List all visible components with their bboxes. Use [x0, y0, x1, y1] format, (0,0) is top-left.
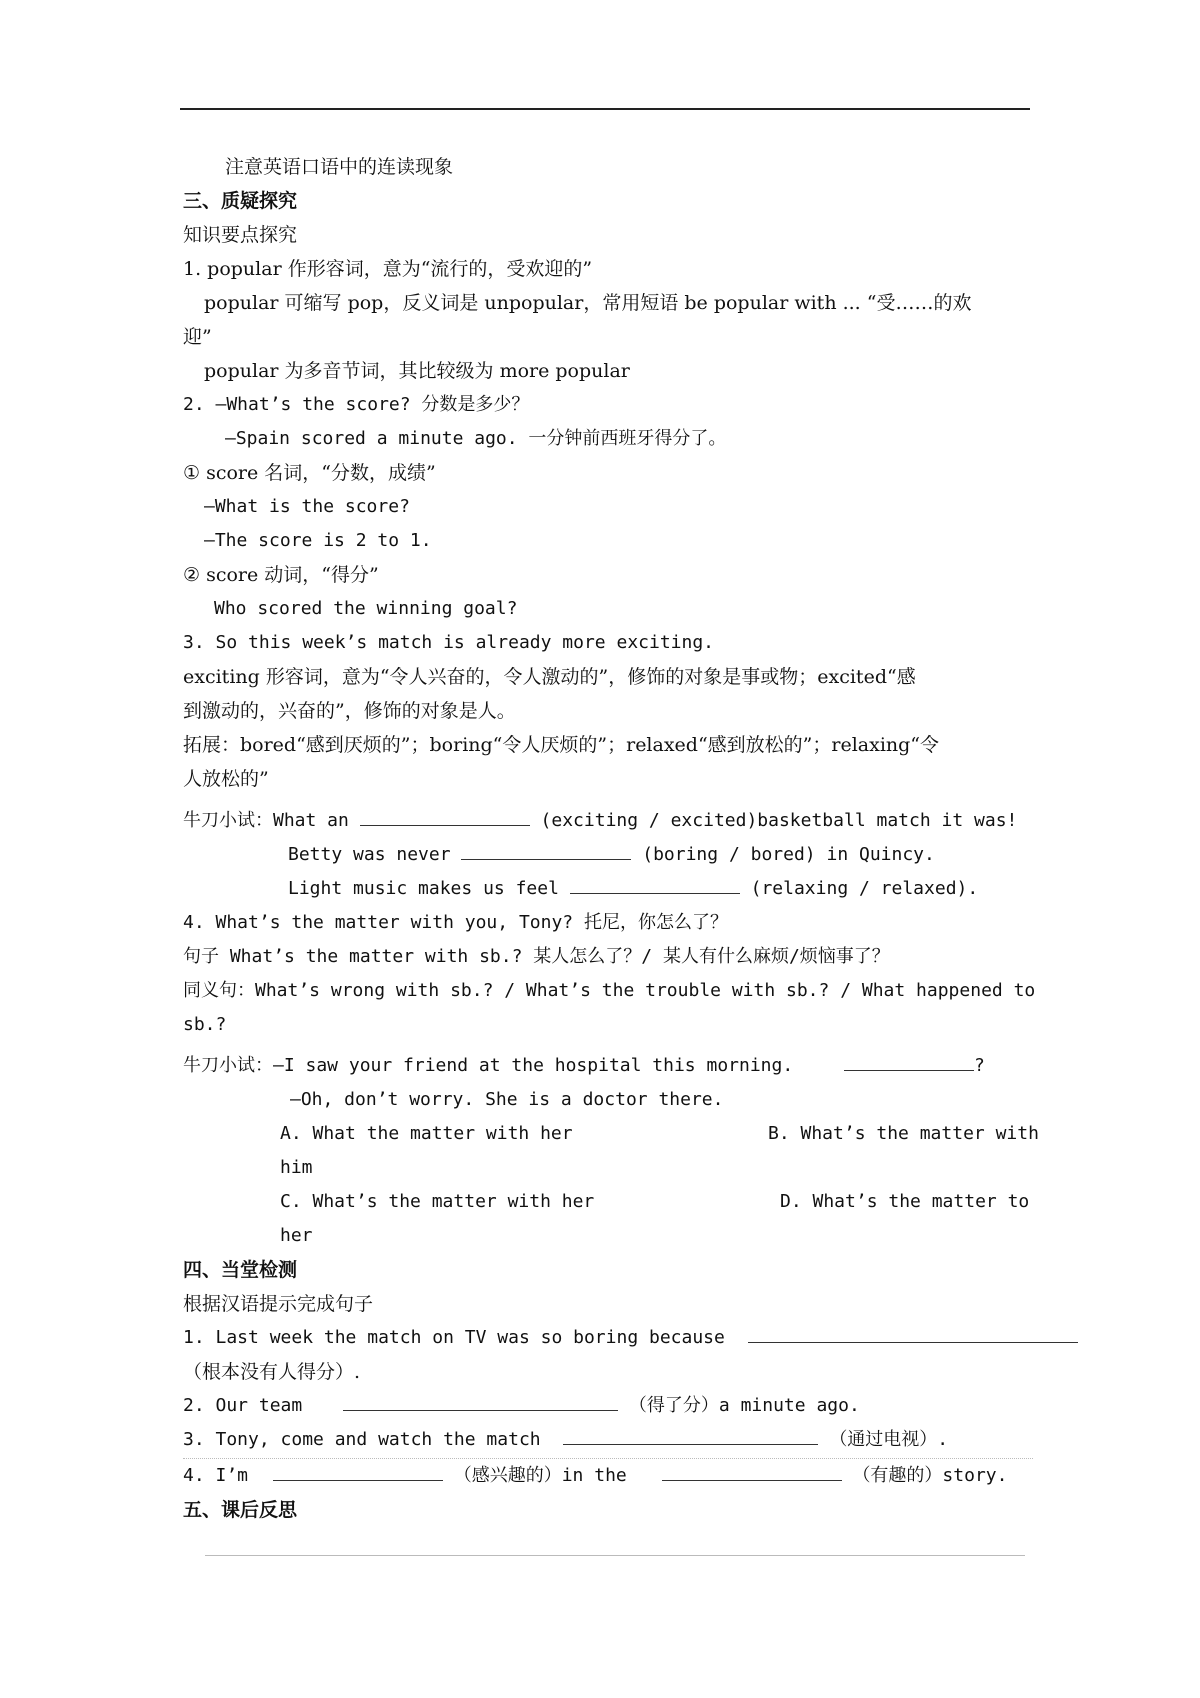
task2-lead: 2. Our team	[183, 1395, 303, 1416]
point2-answer: —Spain scored a minute ago. 一分钟前西班牙得分了。	[225, 428, 727, 449]
option-b-cont: him	[280, 1157, 313, 1178]
point4-synonyms-cont: sb.?	[183, 1014, 227, 1035]
try1-q1-blank[interactable]	[360, 805, 530, 826]
section3-subtitle: 知识要点探究	[183, 224, 298, 246]
section5-title: 五、课后反思	[183, 1499, 298, 1521]
task4-lead: 4. I’m	[183, 1465, 249, 1486]
point2: 2. —What’s the score? 分数是多少？	[183, 394, 530, 415]
intro-note: 注意英语口语中的连读现象	[225, 156, 454, 178]
point1-detail-cont: 迎”	[183, 326, 212, 348]
task3-tail: （通过电视）.	[829, 1429, 949, 1450]
task3-blank[interactable]	[563, 1424, 818, 1445]
point3-extension-cont: 人放松的”	[183, 768, 269, 790]
task4-tail: （有趣的）story.	[852, 1465, 1008, 1486]
task1-hint: （根本没有人得分）.	[183, 1361, 361, 1383]
point3: 3. So this week’s match is already more exciting.	[183, 632, 715, 653]
try1-q3	[288, 872, 1138, 906]
header-rule	[180, 108, 1030, 110]
try1-q1-lead: What an	[273, 810, 349, 831]
point4-pattern: 句子 What’s the matter with sb.? 某人怎么了？/ 某人有什么麻烦/烦恼事了？	[183, 946, 890, 967]
reflection-line[interactable]	[205, 1555, 1025, 1556]
try1-q2-lead: Betty was never	[288, 844, 451, 865]
try1-q1-tail: (exciting / excited)basketball match it was!	[540, 810, 1018, 831]
score-verb: ② score 动词，“得分”	[183, 564, 379, 586]
score-noun: ① score 名词，“分数，成绩”	[183, 462, 436, 484]
section3-title: 三、质疑探究	[183, 190, 298, 212]
task4-blank-1[interactable]	[273, 1460, 443, 1481]
try2-reply: —Oh, don’t worry. She is a doctor there.	[290, 1089, 724, 1110]
try1-q3-lead: Light music makes us feel	[288, 878, 559, 899]
try2-blank[interactable]	[844, 1050, 974, 1071]
task4	[183, 1459, 1033, 1493]
try1-q2-tail: (boring / bored) in Quincy.	[642, 844, 935, 865]
score-noun-a: —The score is 2 to 1.	[204, 530, 432, 551]
task1-blank[interactable]	[748, 1322, 1078, 1343]
option-b: B. What’s the matter with	[768, 1123, 1039, 1144]
task2-tail: （得了分）a minute ago.	[628, 1395, 860, 1416]
task4-blank-2[interactable]	[662, 1460, 842, 1481]
task1-lead: 1. Last week the match on TV was so boring because	[183, 1327, 725, 1348]
try1-label: 牛刀小试：	[183, 810, 273, 831]
point4: 4. What’s the matter with you, Tony? 托尼，你怎么了？	[183, 912, 728, 933]
option-d: D. What’s the matter to	[780, 1191, 1030, 1212]
task1	[183, 1321, 1033, 1355]
task3	[183, 1423, 1033, 1457]
try1-q2-blank[interactable]	[461, 839, 631, 860]
try1-q3-blank[interactable]	[570, 873, 740, 894]
try2-qmark: ?	[974, 1055, 985, 1076]
point1-comparative: popular 为多音节词，其比较级为 more popular	[204, 360, 630, 382]
score-verb-example: Who scored the winning goal?	[214, 598, 518, 619]
point3-detail: exciting 形容词，意为“令人兴奋的，令人激动的”，修饰的对象是事或物；excited“感	[183, 666, 916, 688]
option-d-cont: her	[280, 1225, 313, 1246]
section4-subtitle: 根据汉语提示完成句子	[183, 1293, 374, 1315]
try1-q2	[288, 838, 1138, 872]
score-noun-q: —What is the score?	[204, 496, 410, 517]
task2	[183, 1389, 1033, 1423]
point4-synonyms: 同义句：What’s wrong with sb.? / What’s the trouble with sb.? / What happened to	[183, 980, 1036, 1001]
task3-lead: 3. Tony, come and watch the match	[183, 1429, 541, 1450]
try2-text: —I saw your friend at the hospital this morning.	[273, 1055, 794, 1076]
task2-blank[interactable]	[343, 1390, 618, 1411]
try1-q3-tail: (relaxing / relaxed).	[750, 878, 979, 899]
task4-mid: （感兴趣的）in the	[453, 1465, 627, 1486]
try2-label: 牛刀小试：	[183, 1055, 273, 1076]
section4-title: 四、当堂检测	[183, 1259, 298, 1281]
point1: 1. popular 作形容词，意为“流行的，受欢迎的”	[183, 258, 593, 280]
try1-q1	[183, 804, 1033, 838]
option-a: A. What the matter with her	[280, 1123, 573, 1144]
point3-extension: 拓展：bored“感到厌烦的”；boring“令人厌烦的”；relaxed“感到放松的”；relaxing“令	[183, 734, 940, 756]
try2-question	[183, 1049, 1033, 1083]
point1-detail: popular 可缩写 pop，反义词是 unpopular，常用短语 be popular with ... “受……的欢	[204, 292, 972, 314]
option-c: C. What’s the matter with her	[280, 1191, 595, 1212]
point3-detail-cont: 到激动的，兴奋的”，修饰的对象是人。	[183, 700, 516, 722]
